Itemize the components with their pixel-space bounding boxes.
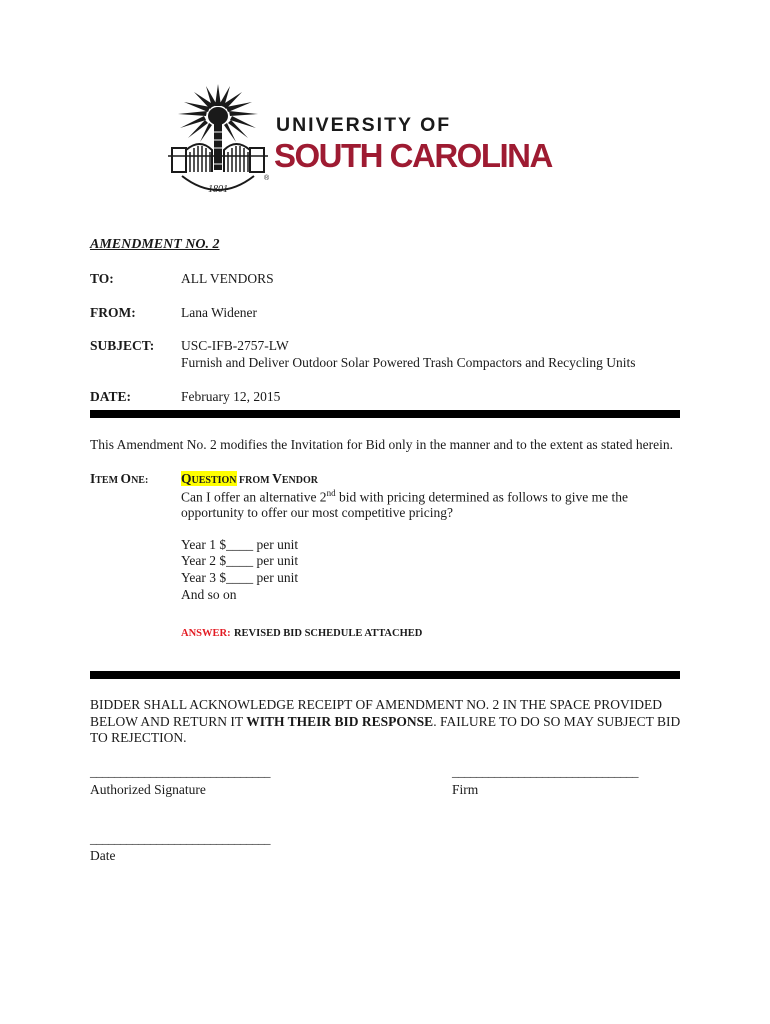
question-line2: opportunity to offer our most competitive pricing? xyxy=(181,505,453,520)
logo-south-carolina: SOUTH CAROLINA xyxy=(274,137,552,174)
from-label: FROM: xyxy=(90,305,136,320)
authorized-signature-line[interactable]: ______________________________ xyxy=(90,764,270,779)
authorized-signature-label: Authorized Signature xyxy=(90,782,206,797)
header-divider xyxy=(90,410,680,418)
and-so-on-line: And so on xyxy=(181,587,237,602)
firm-label: Firm xyxy=(452,782,479,797)
date-label: DATE: xyxy=(90,389,132,404)
usc-palmetto-logo-icon xyxy=(166,76,270,204)
document-title: AMENDMENT NO. 2 xyxy=(90,237,220,252)
intro-paragraph: This Amendment No. 2 modifies the Invitation for Bid only in the manner and to the extent as stated herein. xyxy=(90,437,673,452)
seal-year: 1801 xyxy=(208,184,228,195)
subject-line1: USC-IFB-2757-LW xyxy=(181,338,289,353)
question-line1: Can I offer an alternative 2nd bid with pricing determined as follows to give me the xyxy=(181,488,629,505)
date-value: February 12, 2015 xyxy=(181,389,281,404)
date-signature-label: Date xyxy=(90,848,116,863)
registered-mark: ® xyxy=(264,175,270,182)
year-3-line: Year 3 $____ per unit xyxy=(181,570,299,585)
item-one-label: ITEM ONE: xyxy=(90,471,149,486)
year-2-line: Year 2 $____ per unit xyxy=(181,553,299,568)
subject-line2: Furnish and Deliver Outdoor Solar Powered Trash Compactors and Recycling Units xyxy=(181,355,636,370)
to-label: TO: xyxy=(90,271,114,286)
logo-university-of: UNIVERSITY OF xyxy=(276,114,452,136)
question-heading: QUESTION FROM VENDOR xyxy=(181,471,318,486)
subject-label: SUBJECT: xyxy=(90,338,155,353)
firm-line[interactable]: _______________________________ xyxy=(452,764,638,779)
answer-line: ANSWER: REVISED BID SCHEDULE ATTACHED xyxy=(181,628,423,639)
from-value: Lana Widener xyxy=(181,305,258,320)
to-value: ALL VENDORS xyxy=(181,271,274,286)
acknowledge-paragraph: BIDDER SHALL ACKNOWLEDGE RECEIPT OF AMENDMENT NO. 2 IN THE SPACE PROVIDED BELOW AND RETURN IT WITH THEIR BID RESPONSE. FAILURE TO DO SO MAY SUBJECT BID TO REJECTION. xyxy=(90,697,681,745)
answer-divider xyxy=(90,671,680,679)
year-1-line: Year 1 $____ per unit xyxy=(181,537,299,552)
date-signature-line[interactable]: ______________________________ xyxy=(90,831,270,846)
